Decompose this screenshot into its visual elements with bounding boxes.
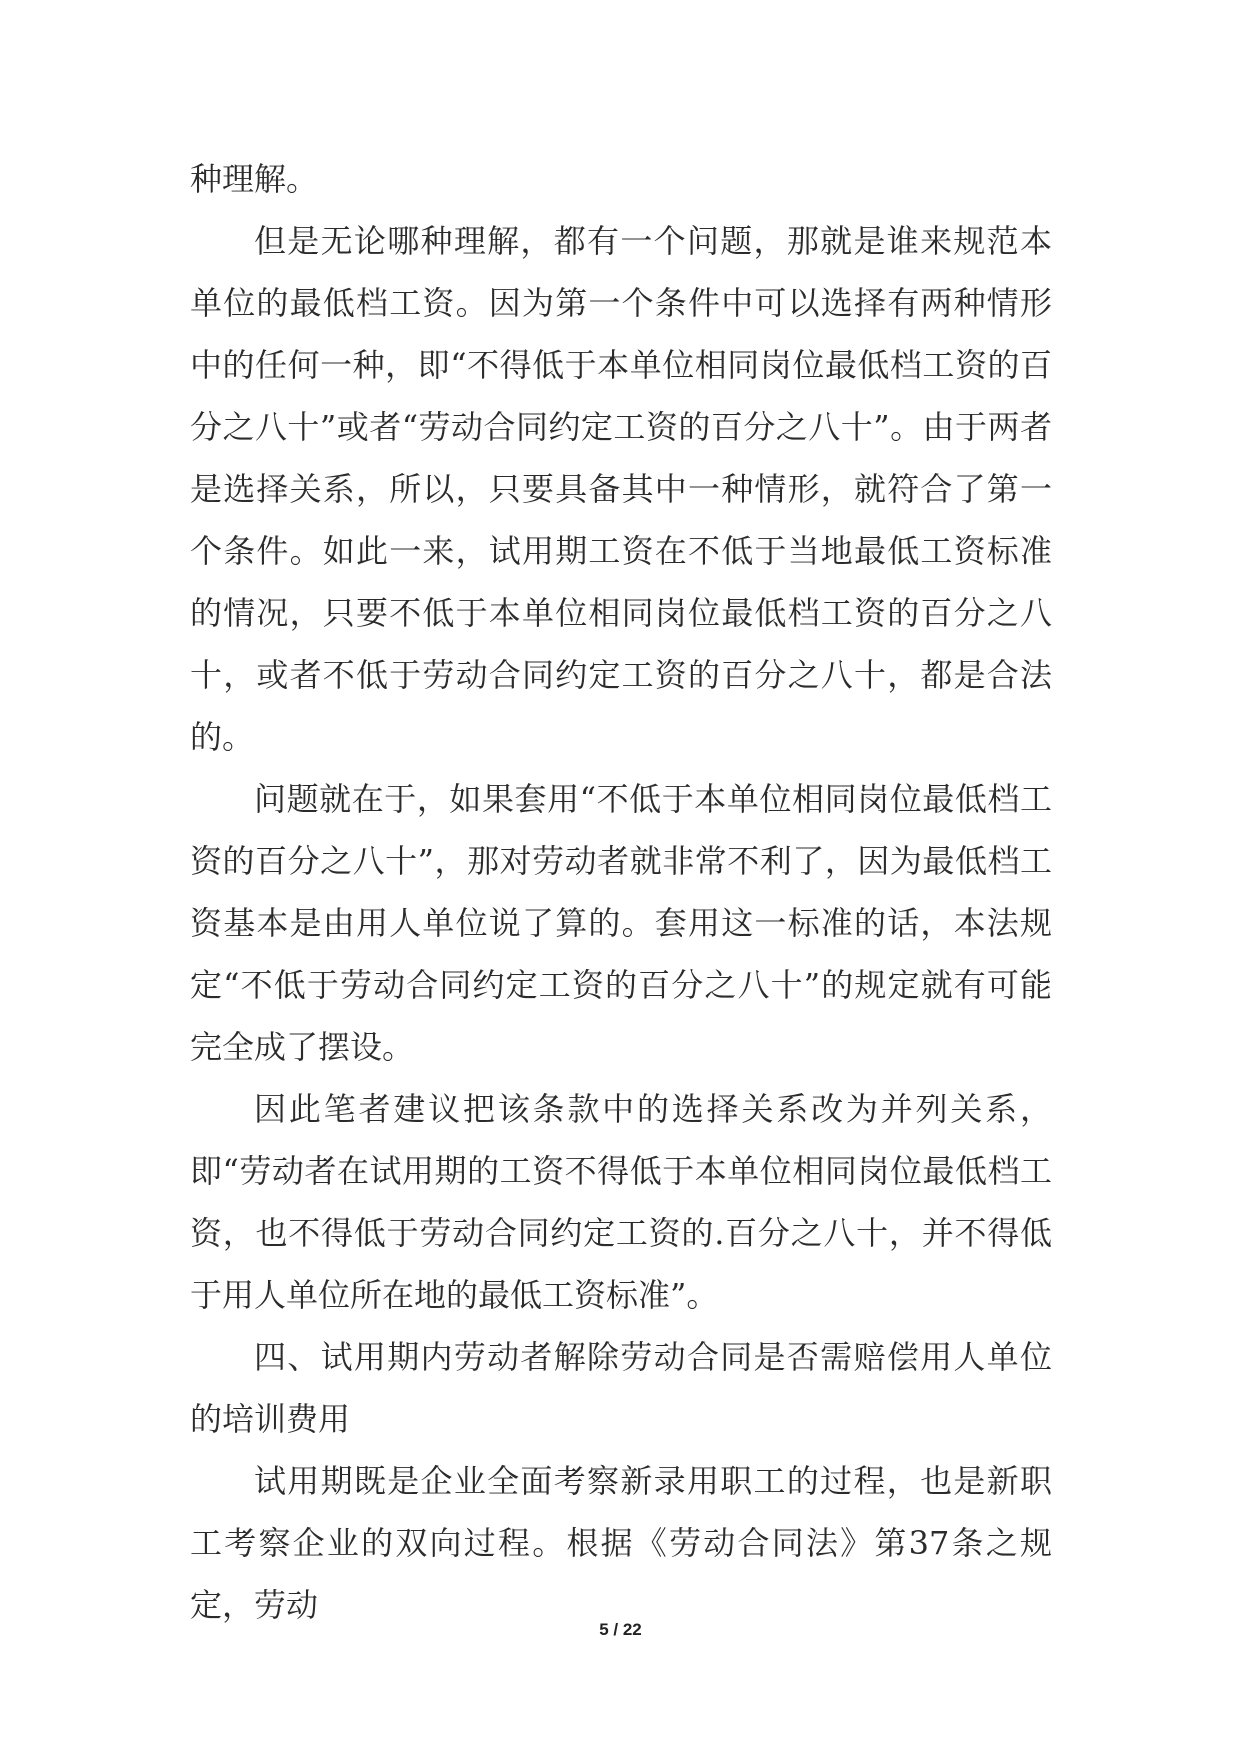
paragraph: 因此笔者建议把该条款中的选择关系改为并列关系，即“劳动者在试用期的工资不得低于本单位相同岗位最低档工资，也不得低于劳动合同约定工资的.百分之八十，并不得低于用人单位所在地的最低工资标准”。 — [190, 1090, 1052, 1314]
paragraph: 问题就在于，如果套用“不低于本单位相同岗位最低档工资的百分之八十”，那对劳动者就非常不利了，因为最低档工资基本是由用人单位说了算的。套用这一标准的话，本法规定“不低于劳动合同约定工资的百分之八十”的规定就有可能完全成了摆设。 — [190, 780, 1052, 1066]
body-text — [190, 148, 1052, 1636]
paragraph: 但是无论哪种理解，都有一个问题，那就是谁来规范本单位的最低档工资。因为第一个条件中可以选择有两种情形中的任何一种，即“不得低于本单位相同岗位最低档工资的百分之八十”或者“劳动合同约定工资的百分之八十”。由于两者是选择关系，所以，只要具备其中一种情形，就符合了第一个条件。如此一来，试用期工资在不低于当地最低工资标准的情况，只要不低于本单位相同岗位最低档工资的百分之八十，或者不低于劳动合同约定工资的百分之八十，都是合法的。 — [190, 222, 1052, 756]
paragraph: 试用期既是企业全面考察新录用职工的过程，也是新职工考察企业的双向过程。根据《劳动合同法》第37条之规定，劳动 — [190, 1462, 1052, 1624]
page-number: 5 / 22 — [599, 1620, 642, 1639]
paragraph-continuation: 种理解。 — [190, 160, 319, 198]
section-heading: 四、试用期内劳动者解除劳动合同是否需赔偿用人单位的培训费用 — [190, 1338, 1052, 1438]
